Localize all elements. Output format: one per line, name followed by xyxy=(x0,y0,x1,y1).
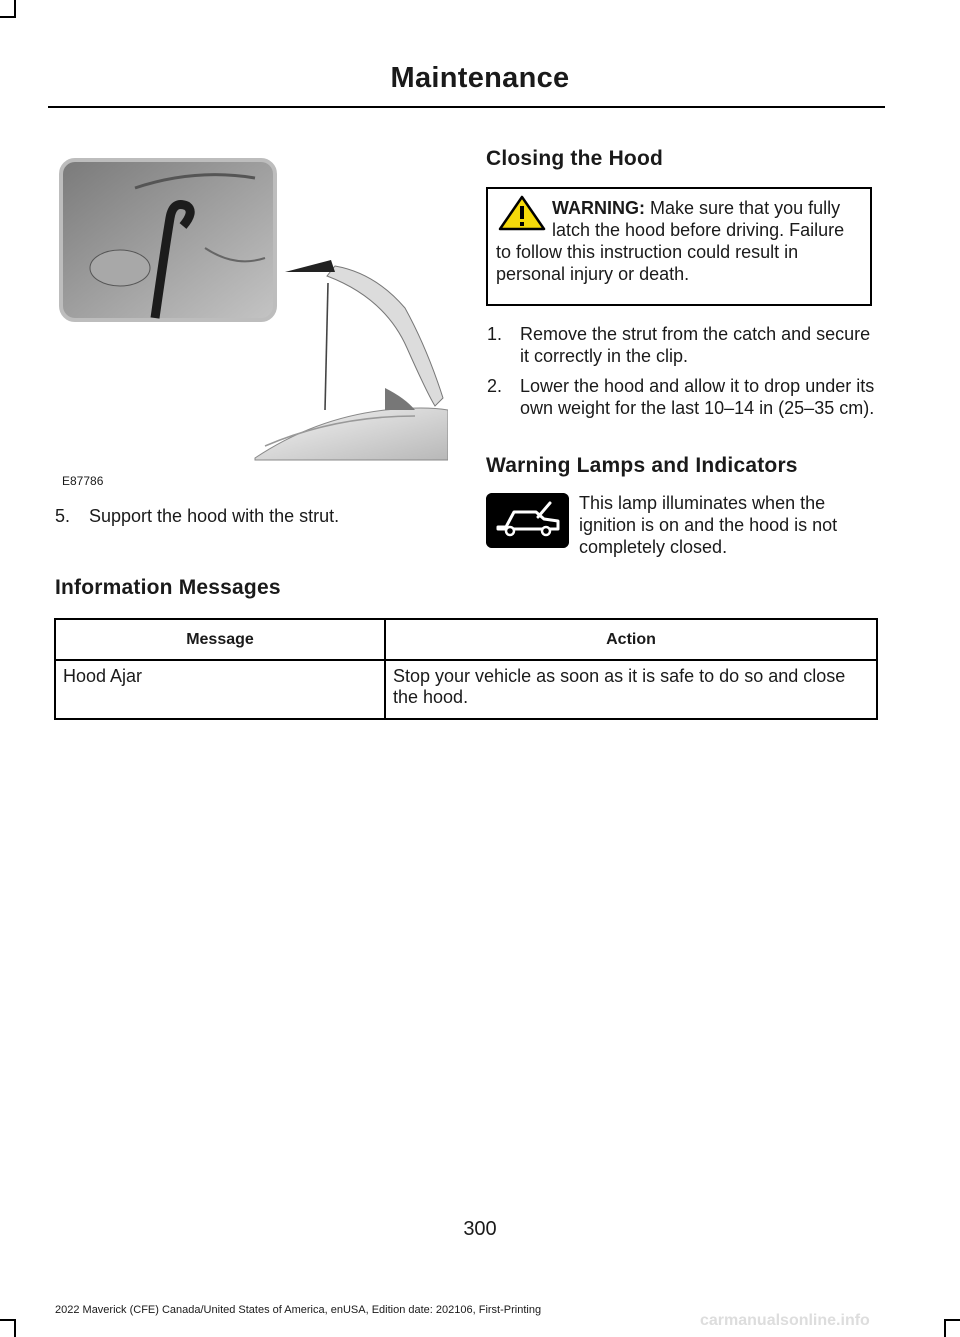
warning-text: Make sure that you fully latch the hood before driving. Failure to follow this instruction could result in personal injury or death. xyxy=(496,198,845,284)
hood-strut-illustration xyxy=(55,148,448,493)
edition-footer: 2022 Maverick (CFE) Canada/United States of America, enUSA, Edition date: 202106, First-Printing xyxy=(55,1304,542,1316)
crop-mark xyxy=(14,1319,16,1337)
step-number: 5. xyxy=(55,506,71,526)
step-5 xyxy=(55,505,445,527)
crop-mark xyxy=(0,1319,16,1321)
crop-mark xyxy=(944,1319,946,1337)
crop-mark xyxy=(0,16,16,18)
step-number: 1. xyxy=(487,324,503,344)
step-text: Remove the strut from the catch and secure it correctly in the clip. xyxy=(520,324,871,366)
column-header-message: Message xyxy=(55,619,385,660)
warning-triangle-icon xyxy=(498,195,546,231)
list-item xyxy=(487,323,879,367)
hood-ajar-lamp-icon xyxy=(486,493,569,548)
step-text: Lower the hood and allow it to drop under its own weight for the last 10–14 in (25–35 cm). xyxy=(520,376,875,418)
section-heading-information-messages: Information Messages xyxy=(55,576,281,599)
header-divider xyxy=(48,106,885,108)
crop-mark xyxy=(944,1319,960,1321)
watermark: carmanualsonline.info xyxy=(700,1312,870,1329)
step-number: 2. xyxy=(487,376,503,396)
figure-code: E87786 xyxy=(62,474,104,488)
table-header-row xyxy=(55,619,877,660)
section-heading-warning-lamps: Warning Lamps and Indicators xyxy=(486,454,798,477)
warning-box xyxy=(486,187,872,306)
warning-label: WARNING: xyxy=(552,198,645,218)
column-header-action: Action xyxy=(385,619,877,660)
message-cell: Hood Ajar xyxy=(55,660,385,719)
information-messages-table xyxy=(54,618,878,720)
lamp-description: This lamp illuminates when the ignition is on and the hood is not completely closed. xyxy=(579,493,838,557)
table-row xyxy=(55,660,877,719)
page-title: Maintenance xyxy=(390,62,570,94)
action-cell: Stop your vehicle as soon as it is safe to do so and close the hood. xyxy=(385,660,877,719)
list-item xyxy=(487,375,879,419)
section-heading-closing-hood: Closing the Hood xyxy=(486,147,664,170)
step-text: Support the hood with the strut. xyxy=(89,506,340,526)
closing-steps xyxy=(487,323,879,427)
page-number: 300 xyxy=(463,1218,497,1240)
